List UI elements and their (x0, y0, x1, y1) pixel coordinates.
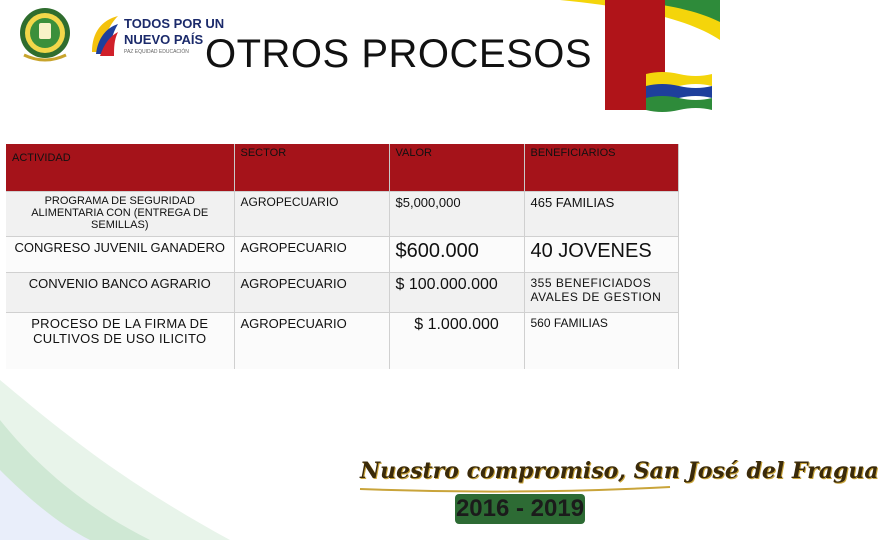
cell-beneficiarios: 355 BENEFICIADOS AVALES DE GESTION (524, 273, 678, 313)
table-row (6, 273, 678, 313)
table-header-row (6, 144, 678, 192)
motto-text: Nuestro compromiso, San José del Fragua (360, 458, 879, 484)
cell-sector: AGROPECUARIO (234, 313, 389, 369)
cell-valor: $ 100.000.000 (389, 273, 524, 313)
cell-sector: AGROPECUARIO (234, 237, 389, 273)
table-row (6, 192, 678, 237)
table-row (6, 313, 678, 369)
years-badge: 2016 - 2019 (455, 495, 585, 522)
table-row (6, 237, 678, 273)
cell-sector: AGROPECUARIO (234, 192, 389, 237)
cell-valor: $ 1.000.000 (389, 313, 524, 369)
logo-text-line2: NUEVO PAÍS (124, 32, 204, 47)
column-header-valor: VALOR (389, 144, 524, 192)
cell-beneficiarios: 560 FAMILIAS (524, 313, 678, 369)
cell-beneficiarios: 40 JOVENES (524, 237, 678, 273)
logo-text-line1: TODOS POR UN (124, 16, 225, 31)
cell-valor: $600.000 (389, 237, 524, 273)
cell-actividad: CONVENIO BANCO AGRARIO (6, 273, 234, 313)
column-header-sector: SECTOR (234, 144, 389, 192)
cell-sector: AGROPECUARIO (234, 273, 389, 313)
cell-actividad: CONGRESO JUVENIL GANADERO (6, 237, 234, 273)
column-header-actividad: ACTIVIDAD (6, 144, 234, 192)
logo-text-sub: PAZ EQUIDAD EDUCACIÓN (124, 49, 189, 55)
cell-valor: $5,000,000 (389, 192, 524, 237)
colombia-ribbon-icon (88, 12, 122, 58)
cell-beneficiarios: 465 FAMILIAS (524, 192, 678, 237)
cell-actividad: PROGRAMA DE SEGURIDAD ALIMENTARIA CON (ENTREGA DE SEMILLAS) (6, 192, 234, 237)
flag-icon (646, 70, 712, 114)
processes-table (6, 144, 679, 369)
municipal-seal-logo (18, 5, 72, 65)
todos-por-un-nuevo-pais-logo (88, 12, 225, 62)
column-header-beneficiarios: BENEFICIARIOS (524, 144, 678, 192)
page-title: OTROS PROCESOS (205, 32, 593, 76)
cell-actividad: PROCESO DE LA FIRMA DE CULTIVOS DE USO ILICITO (6, 313, 234, 369)
